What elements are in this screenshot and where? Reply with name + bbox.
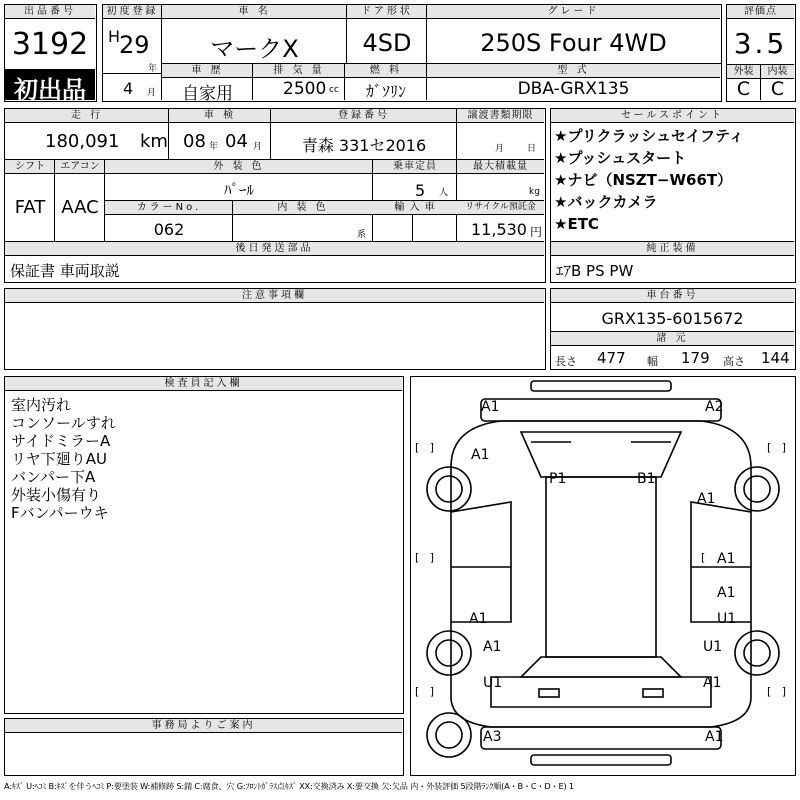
- damage-mark: A1: [469, 611, 488, 627]
- displacement-unit: cc: [329, 85, 339, 95]
- load-label: 最大積載量: [457, 160, 544, 174]
- inspector-note: コンソールすれ: [11, 414, 116, 432]
- first-reg-era: H: [108, 27, 121, 46]
- height: 144: [761, 349, 790, 367]
- ext-color-label: 外 装 色: [105, 160, 373, 174]
- sales-point-1: ★プリクラッシュセイフティ: [554, 127, 744, 145]
- ext-color: ﾊﾟｰﾙ: [223, 181, 254, 199]
- damage-mark: A1: [705, 729, 724, 745]
- fuel-label: 燃 料: [345, 64, 427, 78]
- first-listing-badge: 初出品: [5, 69, 95, 100]
- inspection-label: 車 検: [169, 109, 271, 123]
- equipment-value: ｴｱB PS PW: [556, 262, 634, 280]
- capacity-unit: 人: [439, 188, 449, 198]
- height-label: 高さ: [723, 355, 745, 368]
- damage-mark: A3: [483, 729, 502, 745]
- ac-label: エアコン: [55, 160, 105, 174]
- office-box: [4, 718, 404, 776]
- inspection-year: 08: [183, 131, 206, 152]
- year-unit: 年: [148, 64, 158, 74]
- first-reg-label: 初度登録: [103, 5, 162, 19]
- sales-point-4: ★バックカメラ: [554, 193, 658, 211]
- damage-mark: U1: [717, 611, 737, 627]
- inspector-note: サイドミラーA: [11, 432, 111, 450]
- damage-mark: A1: [481, 399, 500, 415]
- damage-mark: A1: [483, 639, 502, 655]
- dims-label: 諸 元: [551, 332, 794, 346]
- damage-mark: U1: [483, 675, 503, 691]
- transfer-month-unit: 月: [495, 144, 505, 154]
- length-label: 長さ: [555, 355, 577, 368]
- inspection-month: 04: [225, 131, 248, 152]
- length: 477: [597, 349, 626, 367]
- inspector-note: リヤ下廻りAU: [11, 450, 107, 468]
- history: 自家用: [182, 84, 233, 104]
- recycle-fee: 11,530: [471, 220, 527, 239]
- damage-mark: B1: [637, 471, 656, 487]
- recycle-label: リサイクル預託金: [457, 201, 544, 215]
- width-label: 幅: [647, 355, 658, 368]
- damage-mark: A1: [697, 491, 716, 507]
- capacity-label: 乗車定員: [373, 160, 457, 174]
- score-box: [726, 4, 796, 102]
- interior-grade-label: 内装: [761, 65, 794, 79]
- mileage-label: 走 行: [5, 109, 169, 123]
- sales-points-box: [550, 108, 796, 283]
- inspector-note: バンパー下A: [11, 468, 96, 486]
- exterior-grade-label: 外装: [727, 65, 760, 79]
- model-code-label: 型 式: [427, 64, 720, 78]
- first-reg-month: 4: [123, 79, 134, 98]
- chassis-label: 車台番号: [551, 289, 794, 303]
- load-unit: kg: [529, 187, 540, 197]
- transfer-day-unit: 日: [527, 144, 537, 154]
- lot-number-box: [4, 4, 97, 102]
- sales-point-3: ★ナビ（NSZT−W66T）: [554, 171, 733, 189]
- damage-mark: A1: [717, 585, 736, 601]
- vehicle-info-box: [102, 4, 722, 102]
- later-parts-label: 後日発送部品: [5, 242, 544, 256]
- score: 3.5: [733, 27, 788, 60]
- door-type: 4SD: [362, 29, 412, 57]
- transfer-label: 譲渡書類期限: [457, 109, 544, 123]
- first-reg-year: 29: [119, 31, 150, 59]
- sales-point-5: ★ETC: [554, 215, 599, 233]
- recycle-unit: 円: [530, 225, 543, 239]
- lot-number: 3192: [11, 27, 89, 62]
- damage-legend: A:ｷｽﾞ U:ﾍｺﾐ B:ｷｽﾞを伴うﾍｺﾐ P:要塗装 W:補修跡 S:錆 C:腐食、穴 G:ﾌﾛﾝﾄｶﾞﾗｽ点ｷｽﾞ XX:交換済み X:要交換 欠:欠品 内・外装評価 5段階ﾗﾝｸ順(A・B・C・D・E) 1: [4, 781, 574, 791]
- sales-points-label: セールスポイント: [551, 109, 794, 123]
- inspector-label: 検査員記入欄: [5, 377, 402, 391]
- inspection-year-unit: 年: [209, 142, 219, 152]
- notes-box: [4, 288, 546, 370]
- inspector-box: [4, 376, 404, 714]
- model-code: DBA-GRX135: [517, 79, 630, 99]
- import-label: 輸 入 車: [373, 201, 457, 215]
- sales-point-2: ★プッシュスタート: [554, 149, 687, 167]
- fuel: ｶﾞｿﾘﾝ: [365, 82, 406, 101]
- displacement-label: 排 気 量: [253, 64, 345, 78]
- notes-label: 注意事項欄: [5, 289, 544, 303]
- color-no-label: カラーNo.: [105, 201, 233, 215]
- door-label: ドア形状: [347, 5, 427, 19]
- lot-number-label: 出品番号: [5, 5, 95, 19]
- grade-label: グレード: [427, 5, 720, 19]
- inspector-note: 外装小傷有り: [11, 486, 102, 504]
- int-color-label: 内 装 色: [233, 201, 373, 215]
- interior-grade: C: [770, 78, 785, 100]
- width: 179: [681, 349, 710, 367]
- damage-mark: P1: [549, 471, 567, 487]
- details-box: [4, 108, 546, 283]
- ac: AAC: [61, 197, 99, 218]
- damage-mark: A1: [717, 551, 736, 567]
- car-name: マークX: [210, 35, 299, 63]
- car-name-label: 車 名: [162, 5, 347, 19]
- car-diagram-box: A1 A2 A1 P1 B1 A1 A1 A1 U1 A1 A1 U1 U1 A1 A3 A1 [ ] [ ] [ ] [ [ ] [ ]: [410, 376, 796, 776]
- mileage-unit: km: [140, 131, 168, 152]
- shift-label: シフト: [5, 160, 55, 174]
- damage-mark: U1: [703, 639, 723, 655]
- color-no: 062: [153, 220, 185, 239]
- grade: 250S Four 4WD: [480, 29, 667, 57]
- damage-mark: A1: [471, 447, 490, 463]
- inspection-month-unit: 月: [253, 142, 263, 152]
- reg-number-label: 登録番号: [271, 109, 457, 123]
- equipment-label: 純正装備: [551, 242, 794, 256]
- inspector-note: 室内汚れ: [11, 396, 72, 414]
- reg-number: 青森 331セ2016: [301, 136, 427, 155]
- damage-mark: A2: [705, 399, 724, 415]
- chassis-number: GRX135-6015672: [601, 309, 744, 328]
- later-parts: 保証書 車両取説: [10, 262, 120, 280]
- exterior-grade: C: [736, 78, 751, 100]
- chassis-box: [550, 288, 796, 370]
- displacement: 2500: [283, 79, 327, 99]
- mileage: 180,091: [45, 131, 120, 152]
- int-color-suffix: 系: [357, 230, 367, 240]
- inspector-note: Fバンパーウキ: [11, 504, 109, 522]
- office-label: 事務局よりご案内: [5, 719, 402, 733]
- shift: FAT: [14, 197, 46, 218]
- month-unit: 月: [147, 88, 157, 98]
- damage-mark: A1: [703, 675, 722, 691]
- car-outline-diagram: [411, 377, 795, 775]
- score-label: 評価点: [727, 5, 794, 19]
- history-label: 車 歴: [162, 64, 253, 78]
- capacity: 5: [415, 181, 426, 200]
